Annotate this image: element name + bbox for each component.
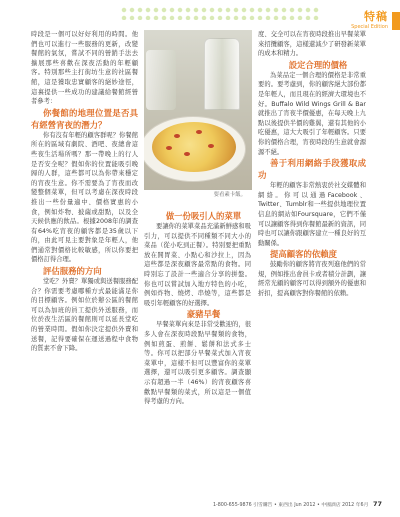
pizza-image: [152, 122, 236, 172]
section-heading: 設定合理的價格: [288, 59, 348, 70]
section-heading: 評估服務的方向: [43, 266, 102, 277]
paragraph: 鼓勵你的顧客將宵夜列進他們的常規，例如推出會員卡或者積分計劃，讓經常光顧的顧客可以得到額外的優惠和折扣，提高顧客對你餐館的依賴。: [258, 261, 366, 298]
article-column-3: [258, 30, 366, 299]
paragraph: 要讓你的菜單菜品充滿新鮮感和吸引力，可以提供不同種類不同大小的菜品（從小吃到正餐）。特別要把重點放在開胃菜、小點心和沙拉上，因為這些都是深夜顧客最常點的食物。同時別忘了設計一些適合分享的拼盤。你也可以嘗試加入地方特色的小吃，例如炸物、燒烤、串燒等，這些都是吸引年輕顧客的好選擇。: [144, 223, 251, 307]
section-heading: 你餐館的地理位置是否具有經營宵夜的潛力？: [31, 107, 138, 130]
photo-caption: 要看素卡飯。: [144, 190, 252, 200]
glass-image: [204, 38, 240, 110]
dot-pattern: [120, 6, 320, 20]
paragraph: 為菜品定一個合理的價格是非常重要的。要考慮到，你的顧客絕大部份都是年輕人，而且現在的經濟大環境也不好。Buffalo Wild Wings Grill & Bar就推出了宵夜半價優惠，在每天晚上九點以後提供半價的雞翼，還有其他的小吃優惠，這大大吸引了年輕顧客。只要你的價格合理，宵夜時段的生意就會源源不絕。: [258, 71, 366, 156]
section-heading: 做一份吸引人的菜單: [165, 211, 242, 221]
header-decoration: [0, 0, 400, 30]
paragraph: 早餐菜單向來是非常受歡迎的，很多人會在深夜時段點早餐類的食物，例如煎蛋、煎餅、鬆餅和法式多士等。你可以把部分早餐菜式加入宵夜菜單中，這樣不但可以豐富你的菜單選擇，還可以吸引更多顧客。調查顯示有超過一半（46%）的宵夜顧客喜歡點早餐類的菜式，所以這是一個值得考慮的方向。: [144, 321, 251, 406]
section-heading: 提高顧客的依賴度: [270, 249, 337, 260]
pizza-topping: [196, 130, 202, 134]
page-footer: [190, 500, 382, 508]
glass-image: [146, 50, 176, 110]
paragraph: 度、交全可以在宵夜時段推出早餐菜單來招攬顧客，這樣還減少了研發新菜單的成本和精力。: [258, 31, 366, 58]
article-column-1: [31, 30, 138, 354]
pizza-topping: [174, 134, 180, 138]
paragraph: 堂吃？外賣？單獨或與送餐服務配合？你需要考慮哪種方式最能滿足你的目標顧客。例如位於辦公區的餐館可以為加班的員工提供外送服務，而位於夜生活區的餐館則可以延長堂吃的營業時間。假如你決定提供外賣和送餐，記得要確保在運送過程中食物的質素不會下降。: [31, 278, 138, 353]
section-heading: 善于利用網絡手段獲取成功: [258, 158, 366, 181]
food-photo: [144, 30, 252, 200]
pizza-topping: [184, 152, 190, 156]
section-heading: 豪豬早餐: [186, 309, 221, 320]
section-tag-bar: [392, 12, 400, 30]
paragraph: 時段是一個可以好好利用的時間。他們也可以進行一些服務的更新，改變餐館的氣氛，嘗試不同的營銷手法去擴展那些喜歡在深夜活動的年輕顧客。特別那些主打街坊生意的社區餐館，這是獲取忠實顧客的絕妙途徑，這裏提供一些成功的建議給餐館經營者參考：: [31, 31, 138, 106]
section-tag: [351, 8, 388, 30]
section-title: 特稿: [364, 10, 388, 23]
article-column-2: [144, 210, 251, 407]
page-number: 77: [372, 500, 382, 508]
section-subtitle: Special Edition: [351, 24, 388, 30]
pizza-topping: [208, 144, 214, 148]
paragraph: 年輕的顧客非常熱衷於社交媒體和網絡。你可以通過Facebook、Twitter、Tumblr和一些提供地理位置信息的網站如Foursquare，它們不僅可以讓顧客得到你餐館最新的資訊，同時也可以讓你跟顧客建立一種良好的互動關係。: [258, 182, 366, 247]
paragraph: 你有沒有年輕的顧客群呢？你餐館所在的區域有劇院、酒吧、夜總會這些夜生活場所嗎？那一帶晚上的行人是否安全呢？假如你的位置能吸引晚歸的人群，這些都可以為你帶來穩定的宵夜生意。你不需要為了宵夜而改變整個菜單，但可以考慮在深夜時段推出一些份量適中、價格實惠的小食，例如炸物、披薩或甜點，以及全天候供應的飲品。根據2008年的調查有64%吃宵夜的顧客都是35歲以下的，由此可見主要對象是年輕人，他們通常對價格比較敏感，所以你要把價格訂得合理。: [31, 131, 138, 264]
footer-text: 1-800-655-9876 引雪購告 • 東西出 Jun 2012 • 中國酒店 2012 年6月: [212, 503, 369, 508]
pizza-topping: [166, 146, 172, 150]
